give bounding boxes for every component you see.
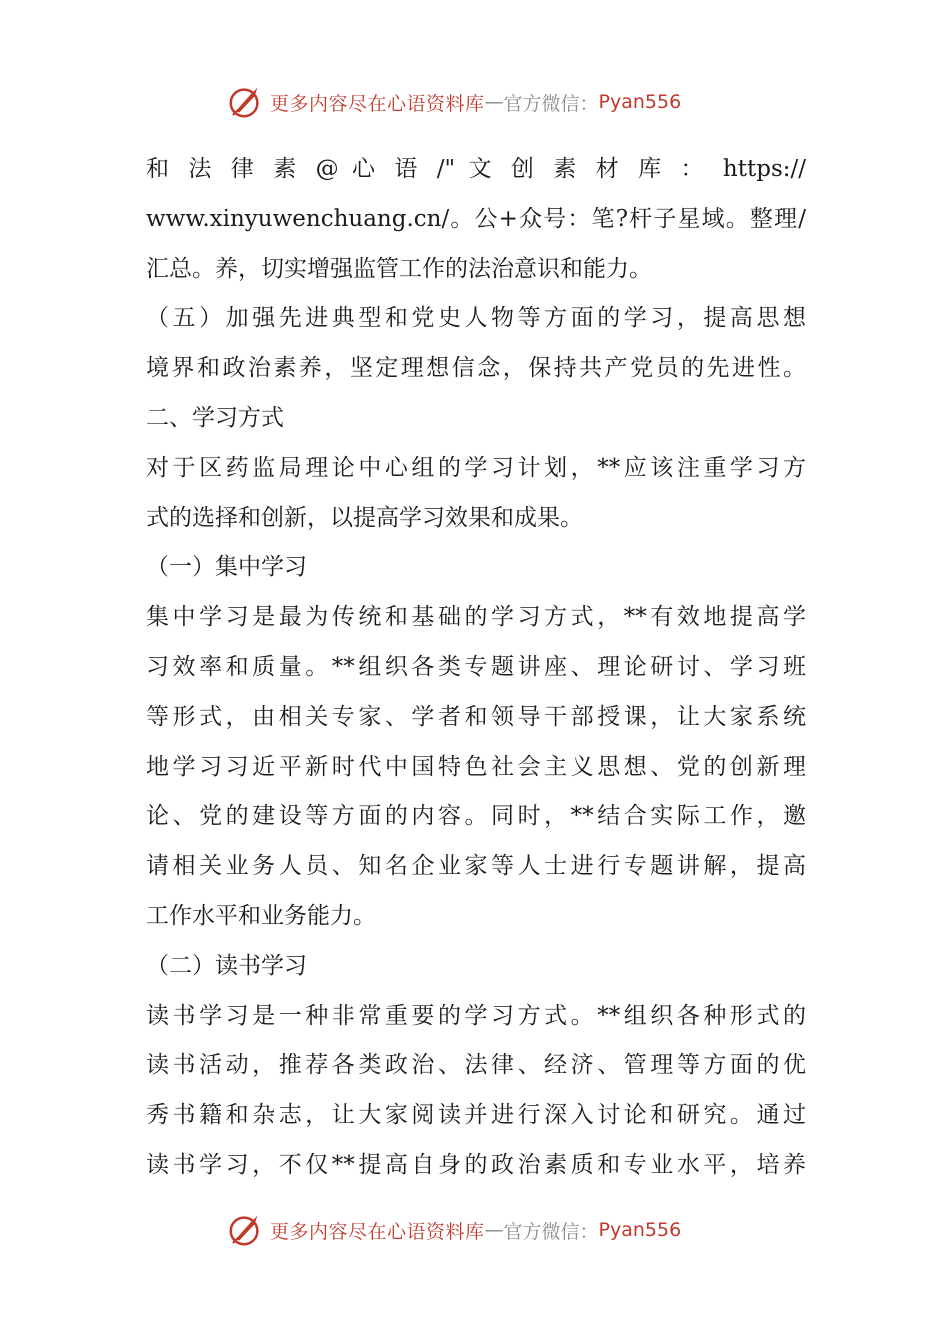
text-line: 汇总。养，切实增强监管工作的法治意识和能力。: [146, 255, 652, 282]
quill-pen-circle-icon: [226, 1211, 264, 1249]
banner-dash: —: [484, 91, 504, 113]
text-line: （二）读书学习: [146, 952, 307, 979]
text-line: 对于区药监局理论中心组的学习计划，**应该注重学习方: [146, 454, 806, 481]
text-line: 式的选择和创新，以提高学习效果和成果。: [146, 504, 583, 531]
document-body: [146, 145, 806, 1191]
banner-wechat-id: Pyan556: [598, 1219, 682, 1241]
footer-banner: [226, 1208, 746, 1252]
text-line: 读书活动，推荐各类政治、法律、经济、管理等方面的优: [146, 1052, 806, 1079]
text-line: 集中学习是最为传统和基础的学习方式，**有效地提高学: [146, 604, 806, 631]
banner-slogan: 更多内容尽在心语资料库: [270, 92, 485, 115]
text-line: 习效率和质量。**组织各类专题讲座、理论研讨、学习班: [146, 653, 806, 680]
text-line: 论、党的建设等方面的内容。同时，**结合实际工作，邀: [146, 803, 806, 830]
text-line: 工作水平和业务能力。: [146, 902, 376, 929]
text-line: 请相关业务人员、知名企业家等人士进行专题讲解，提高: [146, 853, 806, 880]
banner-wechat-id: Pyan556: [598, 91, 682, 113]
banner-official-label: 官方微信：: [503, 92, 599, 115]
text-line: 境界和政治素养，坚定理想信念，保持共产党员的先进性。: [146, 355, 806, 382]
text-line: 读书学习是一种非常重要的学习方式。**组织各种形式的: [146, 1002, 806, 1029]
text-line: 等形式，由相关专家、学者和领导干部授课，让大家系统: [146, 703, 806, 730]
text-line: 地学习习近平新时代中国特色社会主义思想、党的创新理: [146, 753, 806, 780]
text-line: （五）加强先进典型和党史人物等方面的学习，提高思想: [146, 305, 806, 332]
banner-slogan: 更多内容尽在心语资料库: [270, 1220, 485, 1243]
text-line: 秀书籍和杂志，让大家阅读并进行深入讨论和研究。通过: [146, 1102, 806, 1129]
text-line: 二、学习方式: [146, 404, 284, 431]
text-line: （一）集中学习: [146, 554, 307, 581]
header-banner: [226, 80, 746, 124]
banner-dash: —: [484, 1219, 504, 1241]
quill-pen-circle-icon: [226, 83, 264, 121]
text-line: 和 法 律 素 @ 心 语 /" 文 创 素 材 库 ： https://: [146, 156, 806, 182]
text-line: www.xinyuwenchuang.cn/。公+众号：笔?杆子星域。整理/: [146, 205, 806, 232]
banner-official-label: 官方微信：: [503, 1220, 599, 1243]
text-line: 读书学习，不仅**提高自身的政治素质和专业水平，培养: [146, 1151, 806, 1178]
